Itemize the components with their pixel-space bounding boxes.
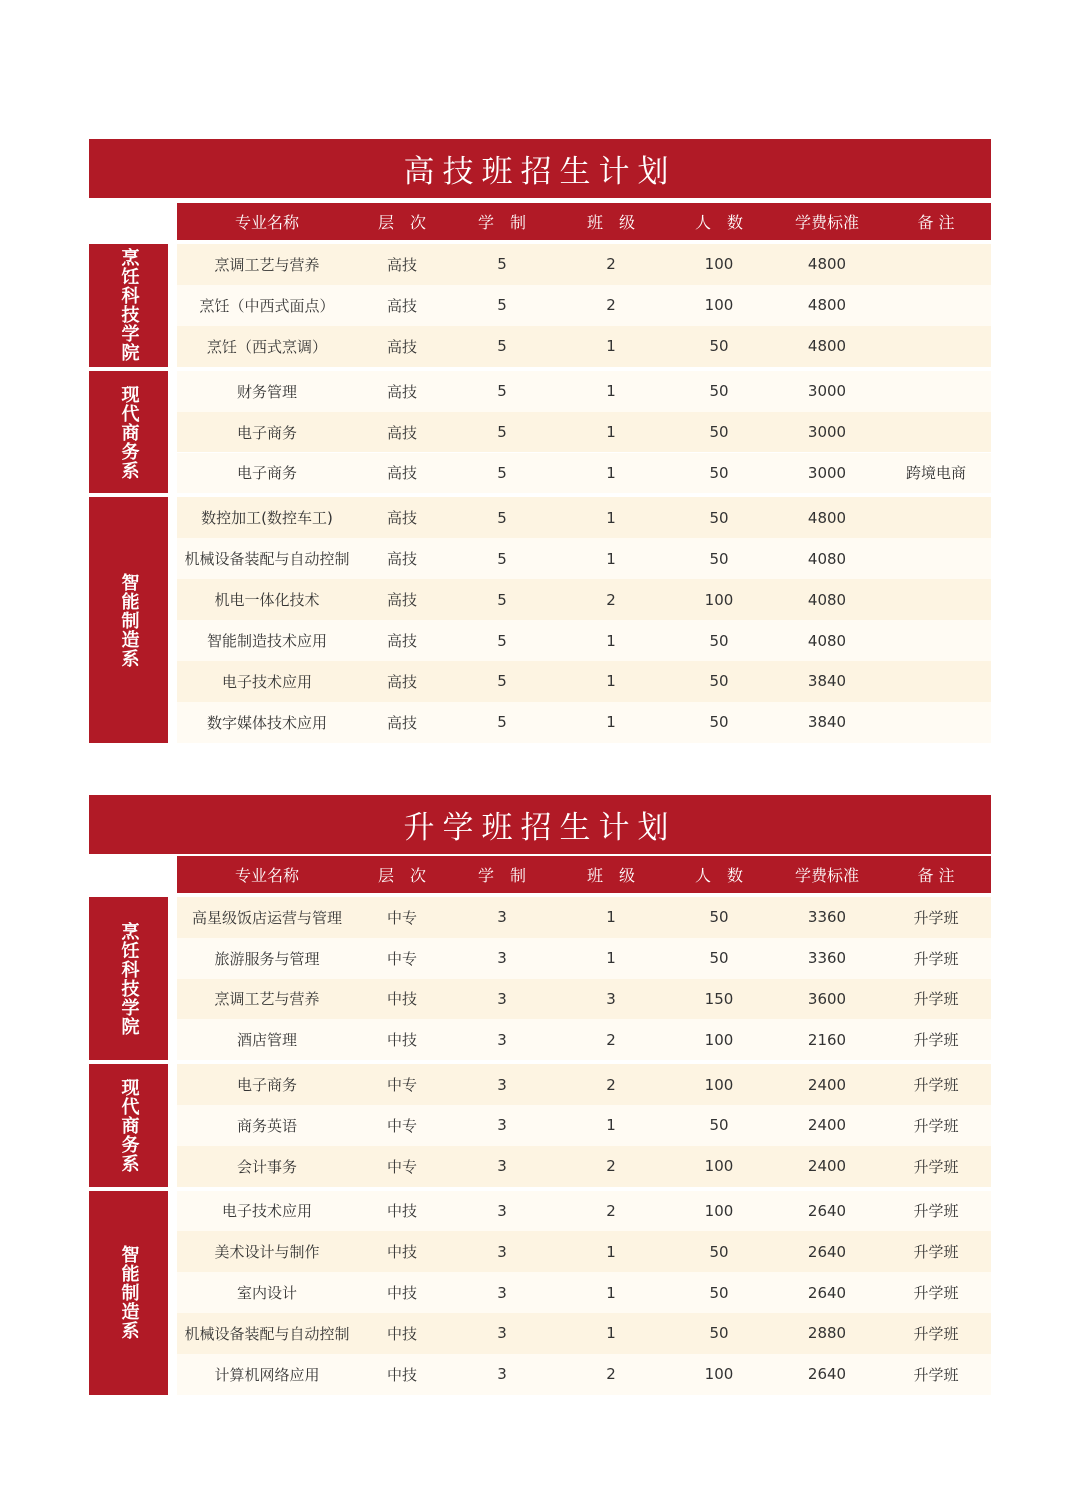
cell-classes: 2 (606, 1075, 616, 1094)
cell-headcount: 50 (709, 1324, 729, 1343)
header-major: 专业名称 (234, 866, 299, 885)
cell-tuition: 4080 (807, 590, 847, 609)
cell-level: 高技 (386, 464, 417, 483)
cell-remark: 升学班 (913, 1324, 959, 1343)
cell-headcount: 100 (704, 255, 734, 274)
cell-level: 高技 (386, 713, 417, 732)
cell-duration: 3 (497, 989, 507, 1008)
cell-headcount: 100 (704, 1365, 734, 1384)
cell-remark (881, 371, 991, 412)
cell-major: 机电一体化技术 (214, 591, 320, 610)
cell-duration: 5 (497, 382, 507, 401)
cell-tuition: 4080 (807, 549, 847, 568)
cell-major: 烹调工艺与营养 (214, 255, 320, 274)
cell-tuition: 4800 (807, 296, 847, 315)
cell-classes: 2 (606, 1157, 616, 1176)
table-header (177, 203, 991, 240)
table-row (177, 938, 991, 979)
cell-major: 机械设备装配与自动控制 (184, 550, 350, 569)
cell-major: 室内设计 (236, 1284, 297, 1303)
cell-classes: 1 (606, 631, 616, 650)
cell-level: 中技 (386, 1324, 417, 1343)
header-major: 专业名称 (234, 213, 299, 232)
table-row (177, 620, 991, 661)
gaoji-title: 高技班招生计划 (89, 139, 991, 198)
cell-tuition: 2640 (807, 1365, 847, 1384)
header-level: 层 次 (377, 213, 426, 232)
cell-level: 高技 (386, 509, 417, 528)
cell-level: 中专 (386, 1157, 417, 1176)
cell-remark (881, 285, 991, 326)
cell-level: 中技 (386, 1243, 417, 1262)
department-name: 烹饪科技学院 (118, 921, 140, 1036)
cell-tuition: 3000 (807, 463, 847, 482)
department-label (89, 497, 168, 742)
cell-level: 高技 (386, 255, 417, 274)
table-row (177, 1272, 991, 1313)
cell-major: 电子技术应用 (221, 1202, 312, 1221)
header-level: 层 次 (377, 866, 426, 885)
cell-remark (881, 497, 991, 538)
cell-level: 中技 (386, 1365, 417, 1384)
department-name: 智能制造系 (118, 1245, 140, 1341)
department-name: 智能制造系 (118, 572, 140, 668)
table-row (177, 497, 991, 538)
table-row (177, 1019, 991, 1060)
cell-classes: 1 (606, 908, 616, 927)
cell-classes: 1 (606, 1324, 616, 1343)
cell-remark (881, 538, 991, 579)
cell-major: 财务管理 (236, 382, 297, 401)
cell-major: 烹调工艺与营养 (214, 990, 320, 1009)
cell-major: 数字媒体技术应用 (206, 713, 327, 732)
department-label (89, 1064, 168, 1186)
cell-major: 电子商务 (236, 1076, 297, 1095)
cell-tuition: 2400 (807, 1075, 847, 1094)
cell-remark: 升学班 (913, 908, 959, 927)
cell-duration: 3 (497, 1365, 507, 1384)
cell-level: 高技 (386, 632, 417, 651)
cell-major: 电子商务 (236, 423, 297, 442)
cell-remark (881, 620, 991, 661)
cell-remark (881, 244, 991, 285)
cell-remark (881, 702, 991, 743)
cell-level: 中技 (386, 1202, 417, 1221)
cell-level: 中专 (386, 1076, 417, 1095)
cell-tuition: 2400 (807, 1157, 847, 1176)
table-row (177, 579, 991, 620)
table-row (177, 1146, 991, 1187)
cell-tuition: 3000 (807, 423, 847, 442)
cell-remark (881, 326, 991, 367)
cell-tuition: 2400 (807, 1116, 847, 1135)
table-row (177, 702, 991, 743)
shengxue-title: 升学班招生计划 (89, 795, 991, 854)
table-row (177, 979, 991, 1020)
cell-remark (881, 579, 991, 620)
cell-headcount: 50 (709, 672, 729, 691)
cell-major: 烹饪（中西式面点） (199, 296, 335, 315)
cell-duration: 5 (497, 255, 507, 274)
cell-tuition: 3360 (807, 949, 847, 968)
cell-tuition: 2160 (807, 1030, 847, 1049)
cell-classes: 1 (606, 1116, 616, 1135)
cell-major: 电子商务 (236, 464, 297, 483)
cell-duration: 3 (497, 1324, 507, 1343)
table-row (177, 371, 991, 412)
cell-duration: 5 (497, 672, 507, 691)
cell-duration: 5 (497, 590, 507, 609)
table-row (177, 412, 991, 453)
department-name: 烹饪科技学院 (118, 248, 140, 363)
cell-duration: 3 (497, 1201, 507, 1220)
cell-headcount: 50 (709, 713, 729, 732)
table-row (177, 897, 991, 938)
cell-duration: 3 (497, 908, 507, 927)
cell-major: 数控加工(数控车工) (201, 509, 333, 528)
shengxue-section (89, 795, 991, 1385)
cell-headcount: 50 (709, 549, 729, 568)
cell-level: 高技 (386, 423, 417, 442)
table-row (177, 285, 991, 326)
cell-remark: 升学班 (913, 1202, 959, 1221)
cell-headcount: 50 (709, 631, 729, 650)
cell-level: 中专 (386, 1116, 417, 1135)
header-remark: 备 注 (917, 213, 955, 232)
department-name: 现代商务系 (118, 384, 140, 480)
cell-level: 中技 (386, 990, 417, 1009)
cell-classes: 2 (606, 1201, 616, 1220)
cell-duration: 5 (497, 508, 507, 527)
table-row (177, 1354, 991, 1395)
table-row (177, 1064, 991, 1105)
cell-classes: 2 (606, 1365, 616, 1384)
cell-headcount: 50 (709, 463, 729, 482)
cell-headcount: 100 (704, 1075, 734, 1094)
cell-tuition: 3000 (807, 382, 847, 401)
cell-remark: 升学班 (913, 1116, 959, 1135)
cell-classes: 1 (606, 337, 616, 356)
cell-headcount: 100 (704, 296, 734, 315)
cell-remark: 升学班 (913, 949, 959, 968)
cell-classes: 1 (606, 423, 616, 442)
table-row (177, 661, 991, 702)
cell-major: 智能制造技术应用 (206, 632, 327, 651)
cell-tuition: 2640 (807, 1201, 847, 1220)
cell-headcount: 50 (709, 508, 729, 527)
cell-headcount: 50 (709, 1283, 729, 1302)
cell-headcount: 50 (709, 908, 729, 927)
header-headcount: 人 数 (694, 213, 743, 232)
cell-headcount: 50 (709, 423, 729, 442)
cell-tuition: 3840 (807, 713, 847, 732)
header-tuition: 学费标准 (794, 866, 859, 885)
cell-classes: 2 (606, 1030, 616, 1049)
table-header (177, 856, 991, 893)
department-label (89, 244, 168, 367)
cell-major: 美术设计与制作 (214, 1243, 320, 1262)
table-row (177, 1313, 991, 1354)
cell-remark: 升学班 (913, 1157, 959, 1176)
cell-classes: 1 (606, 463, 616, 482)
cell-headcount: 50 (709, 382, 729, 401)
cell-level: 高技 (386, 591, 417, 610)
cell-tuition: 2880 (807, 1324, 847, 1343)
cell-duration: 3 (497, 1116, 507, 1135)
cell-duration: 3 (497, 1075, 507, 1094)
cell-tuition: 3600 (807, 989, 847, 1008)
cell-headcount: 50 (709, 1116, 729, 1135)
cell-tuition: 4800 (807, 255, 847, 274)
cell-major: 商务英语 (236, 1116, 297, 1135)
department-label (89, 1191, 168, 1395)
table-row (177, 326, 991, 367)
cell-classes: 3 (606, 989, 616, 1008)
cell-headcount: 50 (709, 949, 729, 968)
cell-classes: 1 (606, 508, 616, 527)
cell-level: 中技 (386, 1284, 417, 1303)
gaoji-section (89, 139, 991, 739)
cell-major: 酒店管理 (236, 1031, 297, 1050)
cell-duration: 3 (497, 949, 507, 968)
cell-level: 高技 (386, 296, 417, 315)
table-row (177, 538, 991, 579)
cell-remark (881, 661, 991, 702)
cell-remark: 升学班 (913, 1243, 959, 1262)
cell-headcount: 100 (704, 1201, 734, 1220)
cell-remark: 升学班 (913, 1031, 959, 1050)
cell-major: 旅游服务与管理 (214, 949, 320, 968)
cell-remark (881, 412, 991, 453)
cell-classes: 1 (606, 949, 616, 968)
table-row (177, 244, 991, 285)
header-duration: 学 制 (477, 866, 526, 885)
cell-level: 高技 (386, 550, 417, 569)
cell-duration: 5 (497, 337, 507, 356)
cell-headcount: 150 (704, 989, 734, 1008)
cell-classes: 1 (606, 672, 616, 691)
cell-duration: 5 (497, 713, 507, 732)
cell-duration: 5 (497, 296, 507, 315)
cell-duration: 5 (497, 549, 507, 568)
cell-remark: 升学班 (913, 1365, 959, 1384)
cell-duration: 3 (497, 1283, 507, 1302)
cell-major: 烹饪（西式烹调） (206, 337, 327, 356)
cell-classes: 2 (606, 255, 616, 274)
table-row (177, 1191, 991, 1232)
cell-level: 高技 (386, 382, 417, 401)
cell-tuition: 2640 (807, 1242, 847, 1261)
department-name: 现代商务系 (118, 1077, 140, 1173)
header-tuition: 学费标准 (794, 213, 859, 232)
cell-level: 中专 (386, 949, 417, 968)
cell-remark: 升学班 (913, 1284, 959, 1303)
cell-headcount: 100 (704, 1030, 734, 1049)
cell-tuition: 3360 (807, 908, 847, 927)
cell-duration: 3 (497, 1242, 507, 1261)
department-label (89, 371, 168, 494)
cell-classes: 1 (606, 1283, 616, 1302)
cell-classes: 2 (606, 590, 616, 609)
cell-major: 高星级饭店运营与管理 (191, 908, 342, 927)
cell-headcount: 100 (704, 1157, 734, 1176)
cell-duration: 5 (497, 631, 507, 650)
cell-major: 计算机网络应用 (214, 1365, 320, 1384)
table-row (177, 453, 991, 494)
cell-tuition: 4800 (807, 337, 847, 356)
cell-duration: 3 (497, 1030, 507, 1049)
cell-major: 电子技术应用 (221, 672, 312, 691)
cell-headcount: 100 (704, 590, 734, 609)
cell-duration: 5 (497, 423, 507, 442)
department-label (89, 897, 168, 1060)
cell-level: 中技 (386, 1031, 417, 1050)
cell-level: 高技 (386, 337, 417, 356)
cell-classes: 1 (606, 549, 616, 568)
cell-headcount: 50 (709, 337, 729, 356)
header-duration: 学 制 (477, 213, 526, 232)
cell-remark: 跨境电商 (905, 464, 966, 483)
cell-tuition: 3840 (807, 672, 847, 691)
cell-classes: 1 (606, 1242, 616, 1261)
cell-headcount: 50 (709, 1242, 729, 1261)
cell-classes: 1 (606, 382, 616, 401)
cell-tuition: 2640 (807, 1283, 847, 1302)
cell-duration: 5 (497, 463, 507, 482)
header-classes: 班 级 (586, 866, 635, 885)
header-headcount: 人 数 (694, 866, 743, 885)
header-remark: 备 注 (917, 866, 955, 885)
cell-classes: 2 (606, 296, 616, 315)
cell-remark: 升学班 (913, 990, 959, 1009)
cell-major: 机械设备装配与自动控制 (184, 1324, 350, 1343)
cell-tuition: 4800 (807, 508, 847, 527)
cell-classes: 1 (606, 713, 616, 732)
cell-level: 高技 (386, 672, 417, 691)
table-row (177, 1105, 991, 1146)
cell-duration: 3 (497, 1157, 507, 1176)
header-classes: 班 级 (586, 213, 635, 232)
cell-tuition: 4080 (807, 631, 847, 650)
cell-major: 会计事务 (236, 1157, 297, 1176)
table-row (177, 1231, 991, 1272)
cell-level: 中专 (386, 908, 417, 927)
cell-remark: 升学班 (913, 1076, 959, 1095)
